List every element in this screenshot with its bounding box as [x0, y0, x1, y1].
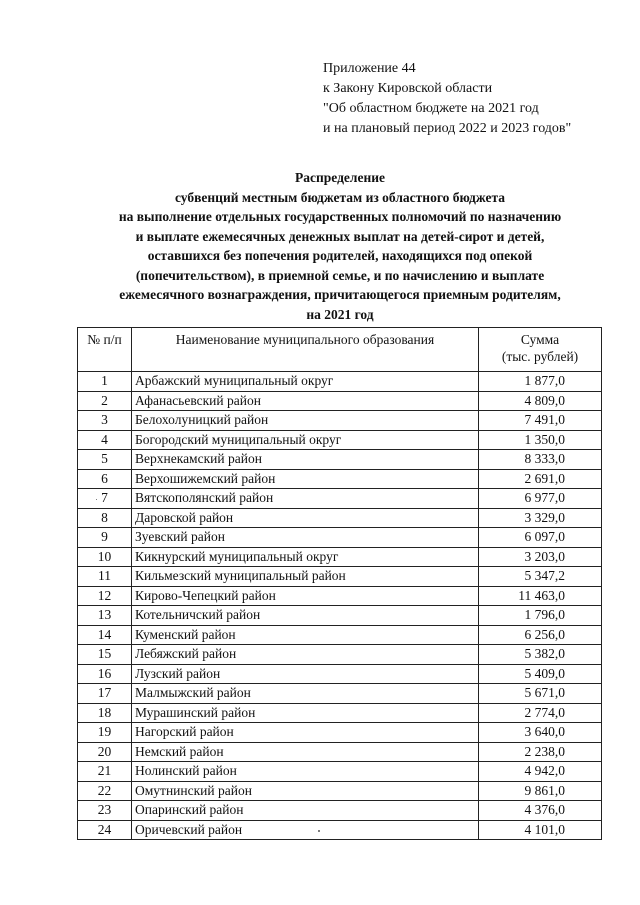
row-sum: 6 097,0 — [479, 528, 602, 548]
row-num: 15 — [78, 645, 132, 665]
row-name: Кирово-Чепецкий район — [132, 586, 479, 606]
table-row — [78, 391, 602, 411]
row-sum: 5 409,0 — [479, 664, 602, 684]
row-num: 20 — [78, 742, 132, 762]
distribution-table — [77, 327, 602, 840]
table-row — [78, 645, 602, 665]
row-num: 18 — [78, 703, 132, 723]
row-sum: 7 491,0 — [479, 411, 602, 431]
row-num: 12 — [78, 586, 132, 606]
row-name: Зуевский район — [132, 528, 479, 548]
row-name: Немский район — [132, 742, 479, 762]
row-name: Верхнекамский район — [132, 450, 479, 470]
row-name: Белохолуницкий район — [132, 411, 479, 431]
table-row — [78, 547, 602, 567]
row-num: 2 — [78, 391, 132, 411]
row-num: 21 — [78, 762, 132, 782]
row-sum: 1 796,0 — [479, 606, 602, 626]
row-sum: 1 350,0 — [479, 430, 602, 450]
row-num: 4 — [78, 430, 132, 450]
row-name: Вятскополянский район — [132, 489, 479, 509]
row-name: Афанасьевский район — [132, 391, 479, 411]
row-name: Куменский район — [132, 625, 479, 645]
row-sum: 2 691,0 — [479, 469, 602, 489]
row-name: Нолинский район — [132, 762, 479, 782]
table-row — [78, 450, 602, 470]
table-row — [78, 762, 602, 782]
row-name: Арбажский муниципальный округ — [132, 372, 479, 392]
table-row — [78, 625, 602, 645]
row-name: Лебяжский район — [132, 645, 479, 665]
table-row — [78, 703, 602, 723]
row-sum: 11 463,0 — [479, 586, 602, 606]
row-name: Богородский муниципальный округ — [132, 430, 479, 450]
header-num: № п/п — [78, 328, 132, 372]
row-num: 10 — [78, 547, 132, 567]
row-name: Мурашинский район — [132, 703, 479, 723]
row-sum: 4 942,0 — [479, 762, 602, 782]
row-num: 17 — [78, 684, 132, 704]
row-name: Кильмезский муниципальный район — [132, 567, 479, 587]
row-num: 9 — [78, 528, 132, 548]
row-sum: 2 238,0 — [479, 742, 602, 762]
row-num: 8 — [78, 508, 132, 528]
scan-speck — [318, 830, 320, 832]
row-num: 13 — [78, 606, 132, 626]
title-line: (попечительством), в приемной семье, и по начислению и выплате — [135, 267, 545, 283]
title-line: оставшихся без попечения родителей, находящихся под опекой — [147, 248, 533, 263]
row-sum: 6 977,0 — [479, 489, 602, 509]
table-row — [78, 742, 602, 762]
row-num: 11 — [78, 567, 132, 587]
table-row — [78, 528, 602, 548]
table-row — [78, 469, 602, 489]
row-name: Лузский район — [132, 664, 479, 684]
row-sum: 5 347,2 — [479, 567, 602, 587]
row-num: 16 — [78, 664, 132, 684]
table-row — [78, 781, 602, 801]
row-num: 3 — [78, 411, 132, 431]
row-num: 22 — [78, 781, 132, 801]
row-num: 5 — [78, 450, 132, 470]
row-name: Опаринский район — [132, 801, 479, 821]
row-num: 24 — [78, 820, 132, 840]
row-sum: 6 256,0 — [479, 625, 602, 645]
row-name: Нагорский район — [132, 723, 479, 743]
appendix-line: и на плановый период 2022 и 2023 годов" — [323, 121, 572, 136]
table-header-row — [78, 328, 602, 372]
scan-speck — [96, 499, 97, 500]
header-sum-line2: (тыс. рублей) — [501, 349, 579, 364]
row-sum: 8 333,0 — [479, 450, 602, 470]
table-row — [78, 820, 602, 840]
row-name: Верхошижемский район — [132, 469, 479, 489]
row-sum: 5 671,0 — [479, 684, 602, 704]
row-sum: 1 877,0 — [479, 372, 602, 392]
title-line: и выплате ежемесячных денежных выплат на детей-сирот и детей, — [135, 228, 545, 244]
appendix-line: Приложение 44 — [323, 61, 416, 76]
row-name: Оричевский район — [132, 820, 479, 840]
document-title — [60, 168, 620, 324]
table-row — [78, 508, 602, 528]
row-name: Даровской район — [132, 508, 479, 528]
table-row — [78, 723, 602, 743]
row-num: 7 — [78, 489, 132, 509]
row-sum: 2 774,0 — [479, 703, 602, 723]
row-sum: 3 203,0 — [479, 547, 602, 567]
table-row — [78, 684, 602, 704]
row-sum: 3 640,0 — [479, 723, 602, 743]
table-row — [78, 489, 602, 509]
row-num: 6 — [78, 469, 132, 489]
header-sum — [479, 328, 602, 372]
row-name: Котельничский район — [132, 606, 479, 626]
table-body — [78, 372, 602, 840]
row-sum: 4 101,0 — [479, 820, 602, 840]
row-sum: 3 329,0 — [479, 508, 602, 528]
table-row — [78, 606, 602, 626]
row-sum: 4 376,0 — [479, 801, 602, 821]
row-num: 1 — [78, 372, 132, 392]
title-line: на 2021 год — [306, 306, 374, 322]
title-line: субвенций местным бюджетам из областного бюджета — [174, 189, 506, 205]
table-row — [78, 430, 602, 450]
row-sum: 9 861,0 — [479, 781, 602, 801]
table-row — [78, 801, 602, 821]
row-sum: 5 382,0 — [479, 645, 602, 665]
header-sum-line1: Сумма — [520, 332, 560, 347]
row-num: 14 — [78, 625, 132, 645]
title-line: на выполнение отдельных государственных полномочий по назначению — [118, 209, 562, 224]
row-name: Омутнинский район — [132, 781, 479, 801]
title-line: ежемесячного вознаграждения, причитающегося приемным родителям, — [119, 287, 561, 302]
row-sum: 4 809,0 — [479, 391, 602, 411]
row-name: Кикнурский муниципальный округ — [132, 547, 479, 567]
title-line: Распределение — [294, 170, 386, 185]
appendix-block — [323, 59, 571, 139]
table-row — [78, 664, 602, 684]
table-row — [78, 411, 602, 431]
header-name: Наименование муниципального образования — [132, 328, 479, 372]
row-num: 23 — [78, 801, 132, 821]
table-row — [78, 586, 602, 606]
table-row — [78, 567, 602, 587]
row-name: Малмыжский район — [132, 684, 479, 704]
row-num: 19 — [78, 723, 132, 743]
appendix-line: к Закону Кировской области — [323, 81, 493, 96]
appendix-line: "Об областном бюджете на 2021 год — [323, 101, 539, 116]
table-row — [78, 372, 602, 392]
